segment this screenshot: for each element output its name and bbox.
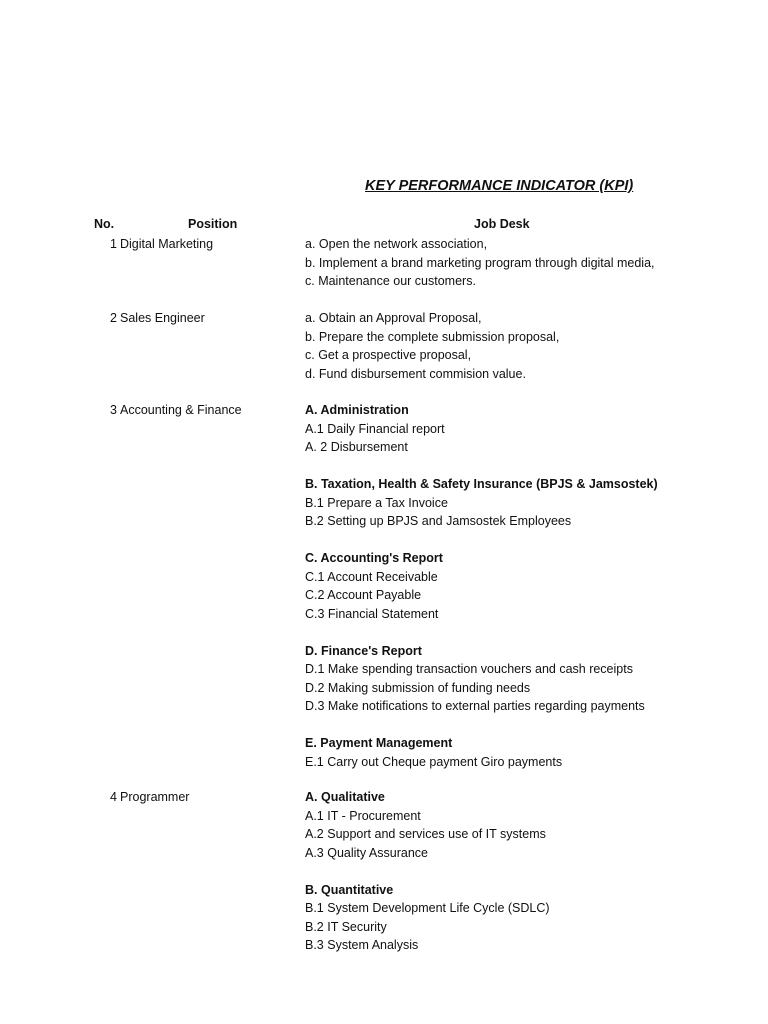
job-desk-heading: A. Administration (305, 403, 409, 417)
job-desk-heading: E. Payment Management (305, 736, 453, 750)
row-number: 2 (110, 311, 117, 325)
job-desk-item: B.2 IT Security (305, 919, 387, 934)
job-desk (305, 788, 745, 955)
column-header-position: Position (188, 217, 238, 231)
job-desk (305, 235, 745, 291)
job-desk-item: b. Prepare the complete submission proposal, (305, 329, 560, 344)
row-number: 4 (110, 790, 117, 804)
job-desk-item: a. Open the network association, (305, 237, 488, 251)
job-desk-item: d. Fund disbursement commision value. (305, 366, 526, 381)
job-desk-item: A. 2 Disbursement (305, 440, 408, 454)
row-position: Programmer (120, 790, 190, 804)
job-desk-item: C.1 Account Receivable (305, 569, 438, 584)
column-header-job-desk: Job Desk (474, 217, 530, 231)
job-desk-heading: C. Accounting's Report (305, 551, 443, 565)
job-desk-heading: D. Finance's Report (305, 643, 422, 658)
job-desk-item: D.3 Make notifications to external parties regarding payments (305, 699, 645, 713)
job-desk-heading: B. Taxation, Health & Safety Insurance (BPJS & Jamsostek) (305, 477, 658, 491)
row-number: 1 (110, 237, 117, 251)
job-desk-item: A.2 Support and services use of IT systems (305, 827, 546, 841)
row-position: Digital Marketing (120, 237, 214, 251)
job-desk-item: D.2 Making submission of funding needs (305, 680, 531, 695)
job-desk-item: C.3 Financial Statement (305, 606, 439, 621)
job-desk-item: B.1 Prepare a Tax Invoice (305, 495, 448, 510)
job-desk-heading: B. Quantitative (305, 882, 394, 897)
job-desk-item: B.3 System Analysis (305, 938, 419, 952)
job-desk-item: E.1 Carry out Cheque payment Giro payments (305, 754, 563, 769)
row-position: Accounting & Finance (120, 403, 242, 417)
job-desk-item: B.1 System Development Life Cycle (SDLC) (305, 901, 550, 915)
job-desk-item: A.3 Quality Assurance (305, 845, 428, 860)
job-desk-item: D.1 Make spending transaction vouchers and cash receipts (305, 662, 633, 676)
job-desk-item: B.2 Setting up BPJS and Jamsostek Employees (305, 514, 572, 528)
job-desk-item: C.2 Account Payable (305, 588, 422, 602)
row-number: 3 (110, 403, 117, 417)
job-desk-item: a. Obtain an Approval Proposal, (305, 311, 482, 325)
job-desk-item: c. Maintenance our customers. (305, 274, 476, 288)
page-title: KEY PERFORMANCE INDICATOR (KPI) (365, 178, 634, 194)
job-desk-heading: A. Qualitative (305, 790, 385, 804)
job-desk-item: b. Implement a brand marketing program through digital media, (305, 255, 655, 270)
job-desk-item: A.1 IT - Procurement (305, 808, 421, 823)
column-header-no: No. (94, 217, 115, 231)
job-desk (305, 401, 745, 771)
job-desk-item: c. Get a prospective proposal, (305, 348, 472, 362)
row-position: Sales Engineer (120, 311, 205, 325)
job-desk (305, 309, 745, 383)
job-desk-item: A.1 Daily Financial report (305, 421, 445, 436)
